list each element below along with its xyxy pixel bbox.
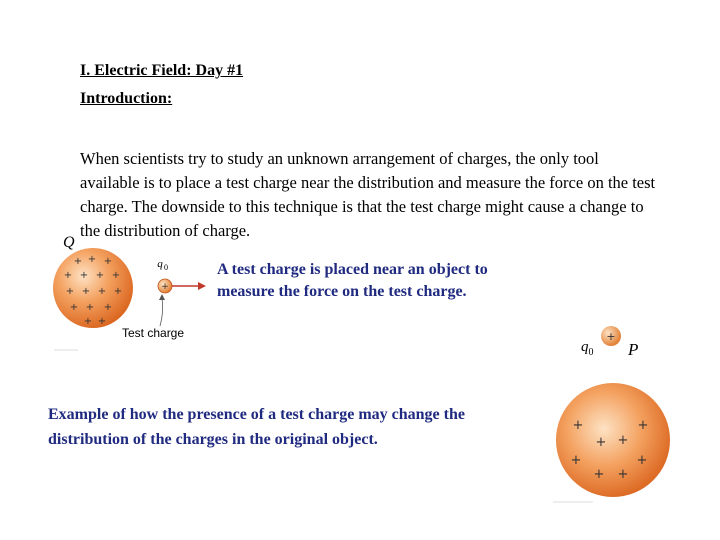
svg-text:+: + <box>593 467 605 482</box>
svg-text:0: 0 <box>164 263 168 272</box>
svg-text:+: + <box>617 467 629 482</box>
svg-text:+: + <box>83 316 93 327</box>
test-charge-label: Test charge <box>122 326 185 340</box>
large-sphere <box>556 383 670 497</box>
test-charge-symbol: $q_0$ <box>581 339 594 358</box>
svg-text:+: + <box>572 418 584 433</box>
intro-paragraph: When scientists try to study an unknown arrangement of charges, the only tool available is to place a test charge near the distribution and measure the force on the test charge. The downside to this technique is that the test charge might cause a change to the distribution of charge. <box>80 149 656 240</box>
svg-text:+: + <box>79 270 89 281</box>
svg-text:+: + <box>636 453 648 468</box>
svg-text:+: + <box>617 433 629 448</box>
charged-sphere-figure <box>48 240 208 360</box>
svg-text:+: + <box>113 286 123 297</box>
svg-text:+: + <box>73 256 83 267</box>
caption-test-charge: A test charge is placed near an object to measure the force on the test charge. <box>217 261 488 300</box>
svg-text:+: + <box>161 282 169 292</box>
svg-text:+: + <box>595 435 607 450</box>
caption-example: Example of how the presence of a test charge may change the distribution of the charges in the original object. <box>48 406 465 448</box>
svg-text:+: + <box>570 453 582 468</box>
svg-text:q: q <box>157 258 163 270</box>
charge-label-q: Q <box>63 234 75 251</box>
force-arrowhead <box>198 282 206 290</box>
svg-text:+: + <box>87 254 97 265</box>
svg-text:+: + <box>111 270 121 281</box>
large-sphere-figure <box>553 380 703 510</box>
point-label-p: P <box>628 340 639 359</box>
slide-title: I. Electric Field: Day #1 <box>80 62 244 79</box>
svg-text:+: + <box>63 270 73 281</box>
pointer-line <box>160 298 163 326</box>
svg-text:+: + <box>85 302 95 313</box>
svg-text:+: + <box>65 286 75 297</box>
test-charge-figure <box>597 322 627 352</box>
pointer-arrowhead <box>159 294 165 300</box>
svg-text:+: + <box>103 302 113 313</box>
svg-text:+: + <box>606 330 616 343</box>
svg-text:+: + <box>103 256 113 267</box>
svg-text:+: + <box>97 286 107 297</box>
svg-text:+: + <box>637 418 649 433</box>
svg-text:+: + <box>81 286 91 297</box>
svg-text:+: + <box>69 302 79 313</box>
svg-text:+: + <box>97 316 107 327</box>
svg-text:+: + <box>95 270 105 281</box>
section-heading: Introduction: <box>80 90 173 107</box>
